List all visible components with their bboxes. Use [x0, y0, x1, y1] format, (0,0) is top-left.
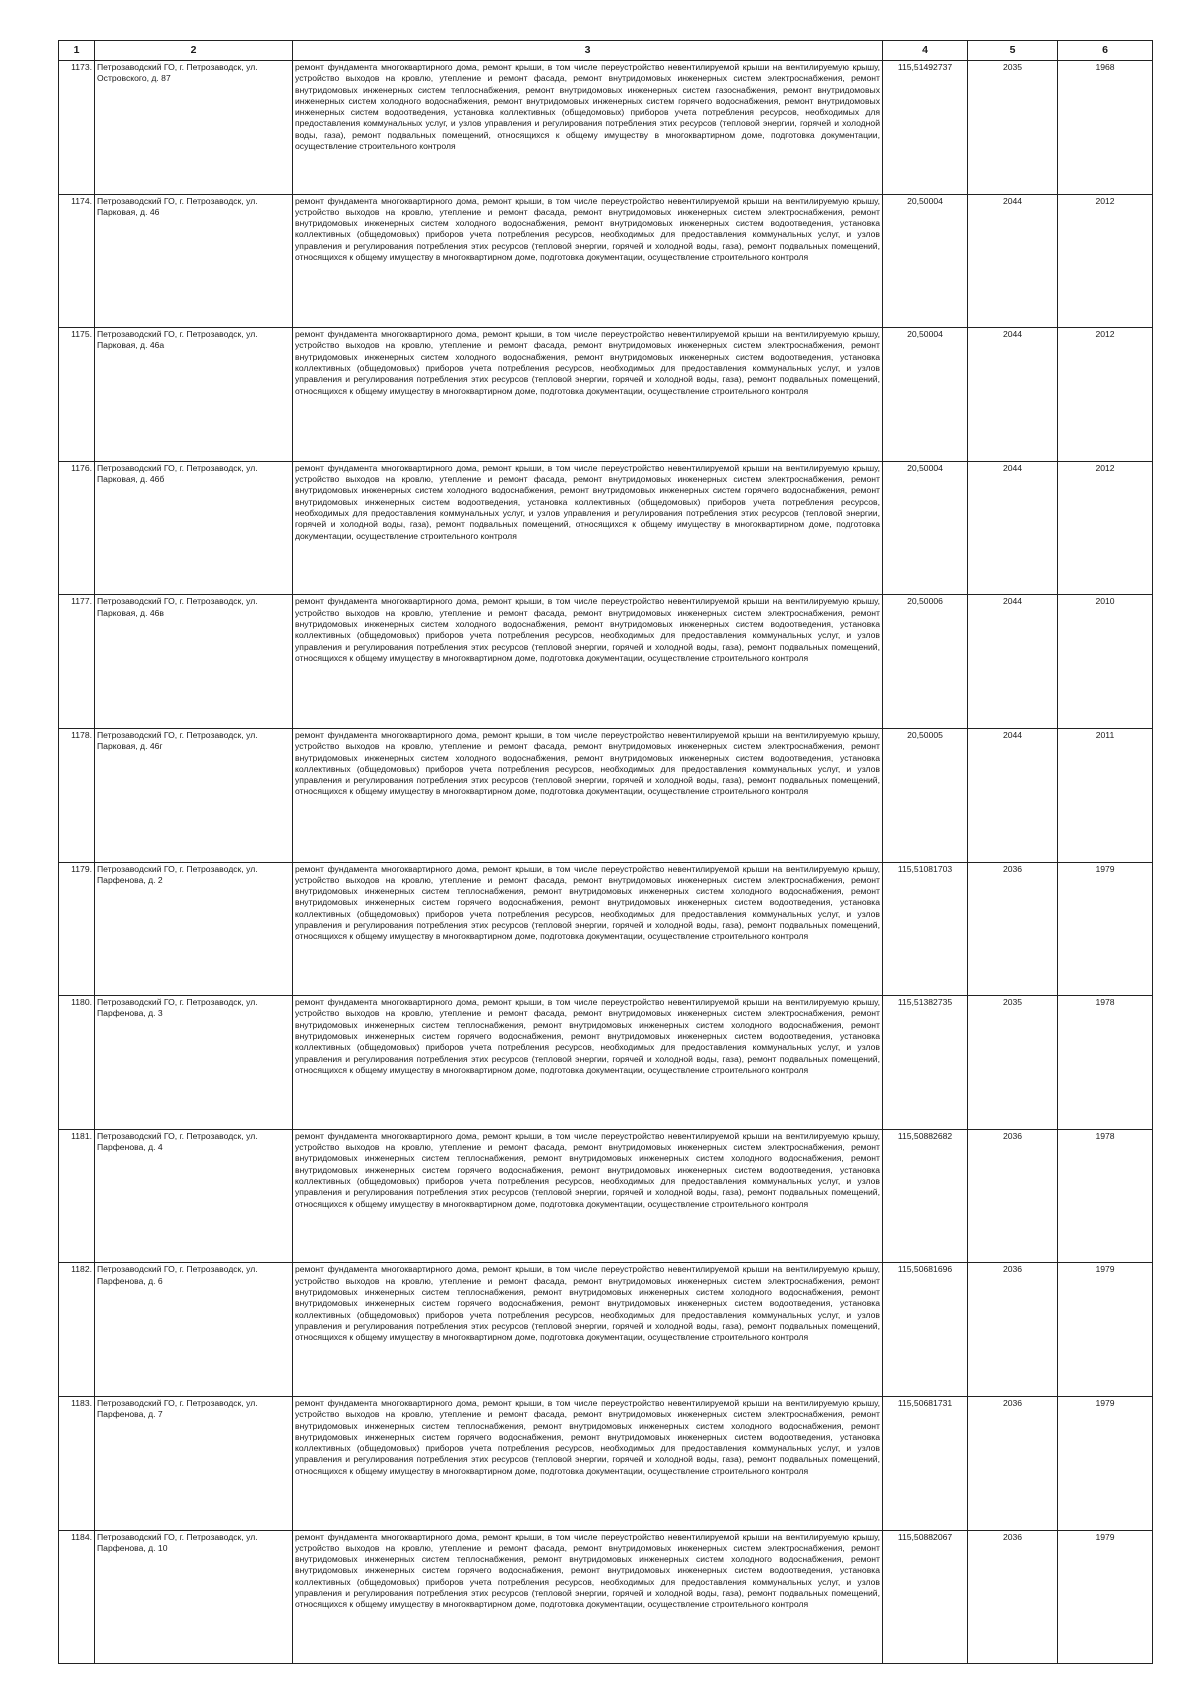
row-repair-year: 2036	[968, 1263, 1058, 1397]
row-built-year: 2012	[1058, 461, 1153, 595]
row-built-year: 1979	[1058, 1396, 1153, 1530]
row-number: 1174.	[59, 194, 95, 328]
row-repair-year: 2035	[968, 996, 1058, 1130]
row-works: ремонт фундамента многоквартирного дома, ремонт крыши, в том числе переустройство невентилируемой крыши на вентилируемую крышу, устройство выходов на кровлю, утепление и ремонт фасада, ремонт внутридомовых инженерных систем электроснабжения, ремонт внутридомовых инженерных систем теплоснабжения, ремонт внутридомовых инженерных систем холодного водоснабжения, ремонт внутридомовых инженерных систем горячего водоснабжения, ремонт внутридомовых инженерных систем водоотведения, установка коллективных (общедомовых) приборов учета потребления ресурсов, необходимых для предоставления коммунальных услуг, и узлов управления и регулирования потребления этих ресурсов (тепловой энергии, горячей и холодной воды, газа), ремонт подвальных помещений, относящихся к общему имуществу в многоквартирном доме, подготовка документации, осуществление строительного контроля	[293, 1396, 883, 1530]
header-row	[59, 41, 1153, 61]
row-built-year: 1978	[1058, 996, 1153, 1130]
row-number: 1183.	[59, 1396, 95, 1530]
table-row	[59, 1129, 1153, 1263]
table-row	[59, 728, 1153, 862]
table-row	[59, 595, 1153, 729]
table-body	[59, 61, 1153, 1664]
row-works: ремонт фундамента многоквартирного дома, ремонт крыши, в том числе переустройство невентилируемой крыши на вентилируемую крышу, устройство выходов на кровлю, утепление и ремонт фасада, ремонт внутридомовых инженерных систем электроснабжения, ремонт внутридомовых инженерных систем теплоснабжения, ремонт внутридомовых инженерных систем газоснабжения, ремонт внутридомовых инженерных систем холодного водоснабжения, ремонт внутридомовых инженерных систем горячего водоснабжения, ремонт внутридомовых инженерных систем водоотведения, установка коллективных (общедомовых) приборов учета потребления ресурсов, необходимых для предоставления коммунальных услуг, и узлов управления и регулирования потребления этих ресурсов (тепловой энергии, горячей и холодной воды, газа), ремонт подвальных помещений, относящихся к общему имуществу в многоквартирном доме, подготовка документации, осуществление строительного контроля	[293, 61, 883, 195]
row-repair-year: 2036	[968, 1530, 1058, 1664]
row-address: Петрозаводский ГО, г. Петрозаводск, ул. Парфенова, д. 2	[95, 862, 293, 996]
row-address: Петрозаводский ГО, г. Петрозаводск, ул. Парковая, д. 46в	[95, 595, 293, 729]
document-page	[58, 40, 1152, 1664]
table-row	[59, 862, 1153, 996]
table-row	[59, 61, 1153, 195]
row-address: Петрозаводский ГО, г. Петрозаводск, ул. Парфенова, д. 7	[95, 1396, 293, 1530]
row-address: Петрозаводский ГО, г. Петрозаводск, ул. Парковая, д. 46г	[95, 728, 293, 862]
row-repair-year: 2036	[968, 1129, 1058, 1263]
row-number: 1178.	[59, 728, 95, 862]
row-built-year: 2012	[1058, 194, 1153, 328]
row-number: 1179.	[59, 862, 95, 996]
header-cell-6: 6	[1058, 41, 1153, 61]
row-repair-year: 2035	[968, 61, 1058, 195]
row-built-year: 1968	[1058, 61, 1153, 195]
row-number: 1175.	[59, 328, 95, 462]
row-built-year: 1979	[1058, 1263, 1153, 1397]
table-row	[59, 1530, 1153, 1664]
row-number: 1176.	[59, 461, 95, 595]
row-cost: 115,50681731	[883, 1396, 968, 1530]
row-cost: 20,50004	[883, 194, 968, 328]
row-number: 1181.	[59, 1129, 95, 1263]
row-number: 1184.	[59, 1530, 95, 1664]
row-built-year: 2011	[1058, 728, 1153, 862]
table-row	[59, 996, 1153, 1130]
row-number: 1182.	[59, 1263, 95, 1397]
row-works: ремонт фундамента многоквартирного дома, ремонт крыши, в том числе переустройство невентилируемой крыши на вентилируемую крышу, устройство выходов на кровлю, утепление и ремонт фасада, ремонт внутридомовых инженерных систем электроснабжения, ремонт внутридомовых инженерных систем теплоснабжения, ремонт внутридомовых инженерных систем холодного водоснабжения, ремонт внутридомовых инженерных систем горячего водоснабжения, ремонт внутридомовых инженерных систем водоотведения, установка коллективных (общедомовых) приборов учета потребления ресурсов, необходимых для предоставления коммунальных услуг, и узлов управления и регулирования потребления этих ресурсов (тепловой энергии, горячей и холодной воды, газа), ремонт подвальных помещений, относящихся к общему имуществу в многоквартирном доме, подготовка документации, осуществление строительного контроля	[293, 1263, 883, 1397]
row-number: 1177.	[59, 595, 95, 729]
row-built-year: 2010	[1058, 595, 1153, 729]
table-row	[59, 461, 1153, 595]
row-built-year: 1978	[1058, 1129, 1153, 1263]
row-number: 1173.	[59, 61, 95, 195]
row-repair-year: 2044	[968, 194, 1058, 328]
row-address: Петрозаводский ГО, г. Петрозаводск, ул. Парковая, д. 46б	[95, 461, 293, 595]
row-built-year: 1979	[1058, 1530, 1153, 1664]
row-works: ремонт фундамента многоквартирного дома, ремонт крыши, в том числе переустройство невентилируемой крыши на вентилируемую крышу, устройство выходов на кровлю, утепление и ремонт фасада, ремонт внутридомовых инженерных систем электроснабжения, ремонт внутридомовых инженерных систем теплоснабжения, ремонт внутридомовых инженерных систем холодного водоснабжения, ремонт внутридомовых инженерных систем горячего водоснабжения, ремонт внутридомовых инженерных систем водоотведения, установка коллективных (общедомовых) приборов учета потребления ресурсов, необходимых для предоставления коммунальных услуг, и узлов управления и регулирования потребления этих ресурсов (тепловой энергии, горячей и холодной воды, газа), ремонт подвальных помещений, относящихся к общему имуществу в многоквартирном доме, подготовка документации, осуществление строительного контроля	[293, 862, 883, 996]
row-works: ремонт фундамента многоквартирного дома, ремонт крыши, в том числе переустройство невентилируемой крыши на вентилируемую крышу, устройство выходов на кровлю, утепление и ремонт фасада, ремонт внутридомовых инженерных систем электроснабжения, ремонт внутридомовых инженерных систем холодного водоснабжения, ремонт внутридомовых инженерных систем водоотведения, установка коллективных (общедомовых) приборов учета потребления ресурсов, необходимых для предоставления коммунальных услуг, и узлов управления и регулирования потребления этих ресурсов (тепловой энергии, горячей и холодной воды, газа), ремонт подвальных помещений, относящихся к общему имуществу в многоквартирном доме, подготовка документации, осуществление строительного контроля	[293, 595, 883, 729]
table-row	[59, 194, 1153, 328]
row-address: Петрозаводский ГО, г. Петрозаводск, ул. Парковая, д. 46	[95, 194, 293, 328]
row-cost: 115,50681696	[883, 1263, 968, 1397]
row-cost: 115,51081703	[883, 862, 968, 996]
row-works: ремонт фундамента многоквартирного дома, ремонт крыши, в том числе переустройство невентилируемой крыши на вентилируемую крышу, устройство выходов на кровлю, утепление и ремонт фасада, ремонт внутридомовых инженерных систем электроснабжения, ремонт внутридомовых инженерных систем холодного водоснабжения, ремонт внутридомовых инженерных систем водоотведения, установка коллективных (общедомовых) приборов учета потребления ресурсов, необходимых для предоставления коммунальных услуг, и узлов управления и регулирования потребления этих ресурсов (тепловой энергии, горячей и холодной воды, газа), ремонт подвальных помещений, относящихся к общему имуществу в многоквартирном доме, подготовка документации, осуществление строительного контроля	[293, 194, 883, 328]
header-cell-2: 2	[95, 41, 293, 61]
header-cell-3: 3	[293, 41, 883, 61]
row-cost: 115,51492737	[883, 61, 968, 195]
row-works: ремонт фундамента многоквартирного дома, ремонт крыши, в том числе переустройство невентилируемой крыши на вентилируемую крышу, устройство выходов на кровлю, утепление и ремонт фасада, ремонт внутридомовых инженерных систем электроснабжения, ремонт внутридомовых инженерных систем теплоснабжения, ремонт внутридомовых инженерных систем холодного водоснабжения, ремонт внутридомовых инженерных систем горячего водоснабжения, ремонт внутридомовых инженерных систем водоотведения, установка коллективных (общедомовых) приборов учета потребления ресурсов, необходимых для предоставления коммунальных услуг, и узлов управления и регулирования потребления этих ресурсов (тепловой энергии, горячей и холодной воды, газа), ремонт подвальных помещений, относящихся к общему имуществу в многоквартирном доме, подготовка документации, осуществление строительного контроля	[293, 1530, 883, 1664]
row-built-year: 2012	[1058, 328, 1153, 462]
header-cell-5: 5	[968, 41, 1058, 61]
row-number: 1180.	[59, 996, 95, 1130]
table-row	[59, 1396, 1153, 1530]
row-works: ремонт фундамента многоквартирного дома, ремонт крыши, в том числе переустройство невентилируемой крыши на вентилируемую крышу, устройство выходов на кровлю, утепление и ремонт фасада, ремонт внутридомовых инженерных систем электроснабжения, ремонт внутридомовых инженерных систем теплоснабжения, ремонт внутридомовых инженерных систем холодного водоснабжения, ремонт внутридомовых инженерных систем горячего водоснабжения, ремонт внутридомовых инженерных систем водоотведения, установка коллективных (общедомовых) приборов учета потребления ресурсов, необходимых для предоставления коммунальных услуг, и узлов управления и регулирования потребления этих ресурсов (тепловой энергии, горячей и холодной воды, газа), ремонт подвальных помещений, относящихся к общему имуществу в многоквартирном доме, подготовка документации, осуществление строительного контроля	[293, 996, 883, 1130]
row-repair-year: 2036	[968, 862, 1058, 996]
header-cell-4: 4	[883, 41, 968, 61]
row-works: ремонт фундамента многоквартирного дома, ремонт крыши, в том числе переустройство невентилируемой крыши на вентилируемую крышу, устройство выходов на кровлю, утепление и ремонт фасада, ремонт внутридомовых инженерных систем электроснабжения, ремонт внутридомовых инженерных систем холодного водоснабжения, ремонт внутридомовых инженерных систем водоотведения, установка коллективных (общедомовых) приборов учета потребления ресурсов, необходимых для предоставления коммунальных услуг, и узлов управления и регулирования потребления этих ресурсов (тепловой энергии, горячей и холодной воды, газа), ремонт подвальных помещений, относящихся к общему имуществу в многоквартирном доме, подготовка документации, осуществление строительного контроля	[293, 328, 883, 462]
row-works: ремонт фундамента многоквартирного дома, ремонт крыши, в том числе переустройство невентилируемой крыши на вентилируемую крышу, устройство выходов на кровлю, утепление и ремонт фасада, ремонт внутридомовых инженерных систем электроснабжения, ремонт внутридомовых инженерных систем холодного водоснабжения, ремонт внутридомовых инженерных систем горячего водоснабжения, ремонт внутридомовых инженерных систем водоотведения, установка коллективных (общедомовых) приборов учета потребления ресурсов, необходимых для предоставления коммунальных услуг, и узлов управления и регулирования потребления этих ресурсов (тепловой энергии, горячей и холодной воды, газа), ремонт подвальных помещений, относящихся к общему имуществу в многоквартирном доме, подготовка документации, осуществление строительного контроля	[293, 461, 883, 595]
row-works: ремонт фундамента многоквартирного дома, ремонт крыши, в том числе переустройство невентилируемой крыши на вентилируемую крышу, устройство выходов на кровлю, утепление и ремонт фасада, ремонт внутридомовых инженерных систем электроснабжения, ремонт внутридомовых инженерных систем холодного водоснабжения, ремонт внутридомовых инженерных систем водоотведения, установка коллективных (общедомовых) приборов учета потребления ресурсов, необходимых для предоставления коммунальных услуг, и узлов управления и регулирования потребления этих ресурсов (тепловой энергии, горячей и холодной воды, газа), ремонт подвальных помещений, относящихся к общему имуществу в многоквартирном доме, подготовка документации, осуществление строительного контроля	[293, 728, 883, 862]
row-address: Петрозаводский ГО, г. Петрозаводск, ул. Парковая, д. 46а	[95, 328, 293, 462]
row-cost: 115,51382735	[883, 996, 968, 1130]
row-cost: 115,50882682	[883, 1129, 968, 1263]
row-repair-year: 2036	[968, 1396, 1058, 1530]
row-repair-year: 2044	[968, 595, 1058, 729]
row-address: Петрозаводский ГО, г. Петрозаводск, ул. Парфенова, д. 10	[95, 1530, 293, 1664]
row-cost: 20,50005	[883, 728, 968, 862]
capital-repair-table	[58, 40, 1153, 1664]
row-repair-year: 2044	[968, 728, 1058, 862]
row-address: Петрозаводский ГО, г. Петрозаводск, ул. Парфенова, д. 6	[95, 1263, 293, 1397]
row-address: Петрозаводский ГО, г. Петрозаводск, ул. Островского, д. 87	[95, 61, 293, 195]
row-works: ремонт фундамента многоквартирного дома, ремонт крыши, в том числе переустройство невентилируемой крыши на вентилируемую крышу, устройство выходов на кровлю, утепление и ремонт фасада, ремонт внутридомовых инженерных систем электроснабжения, ремонт внутридомовых инженерных систем теплоснабжения, ремонт внутридомовых инженерных систем холодного водоснабжения, ремонт внутридомовых инженерных систем горячего водоснабжения, ремонт внутридомовых инженерных систем водоотведения, установка коллективных (общедомовых) приборов учета потребления ресурсов, необходимых для предоставления коммунальных услуг, и узлов управления и регулирования потребления этих ресурсов (тепловой энергии, горячей и холодной воды, газа), ремонт подвальных помещений, относящихся к общему имуществу в многоквартирном доме, подготовка документации, осуществление строительного контроля	[293, 1129, 883, 1263]
row-address: Петрозаводский ГО, г. Петрозаводск, ул. Парфенова, д. 4	[95, 1129, 293, 1263]
row-cost: 20,50004	[883, 461, 968, 595]
row-built-year: 1979	[1058, 862, 1153, 996]
header-cell-1: 1	[59, 41, 95, 61]
row-repair-year: 2044	[968, 328, 1058, 462]
row-cost: 20,50004	[883, 328, 968, 462]
table-row	[59, 328, 1153, 462]
table-row	[59, 1263, 1153, 1397]
row-repair-year: 2044	[968, 461, 1058, 595]
row-cost: 20,50006	[883, 595, 968, 729]
row-cost: 115,50882067	[883, 1530, 968, 1664]
row-address: Петрозаводский ГО, г. Петрозаводск, ул. Парфенова, д. 3	[95, 996, 293, 1130]
